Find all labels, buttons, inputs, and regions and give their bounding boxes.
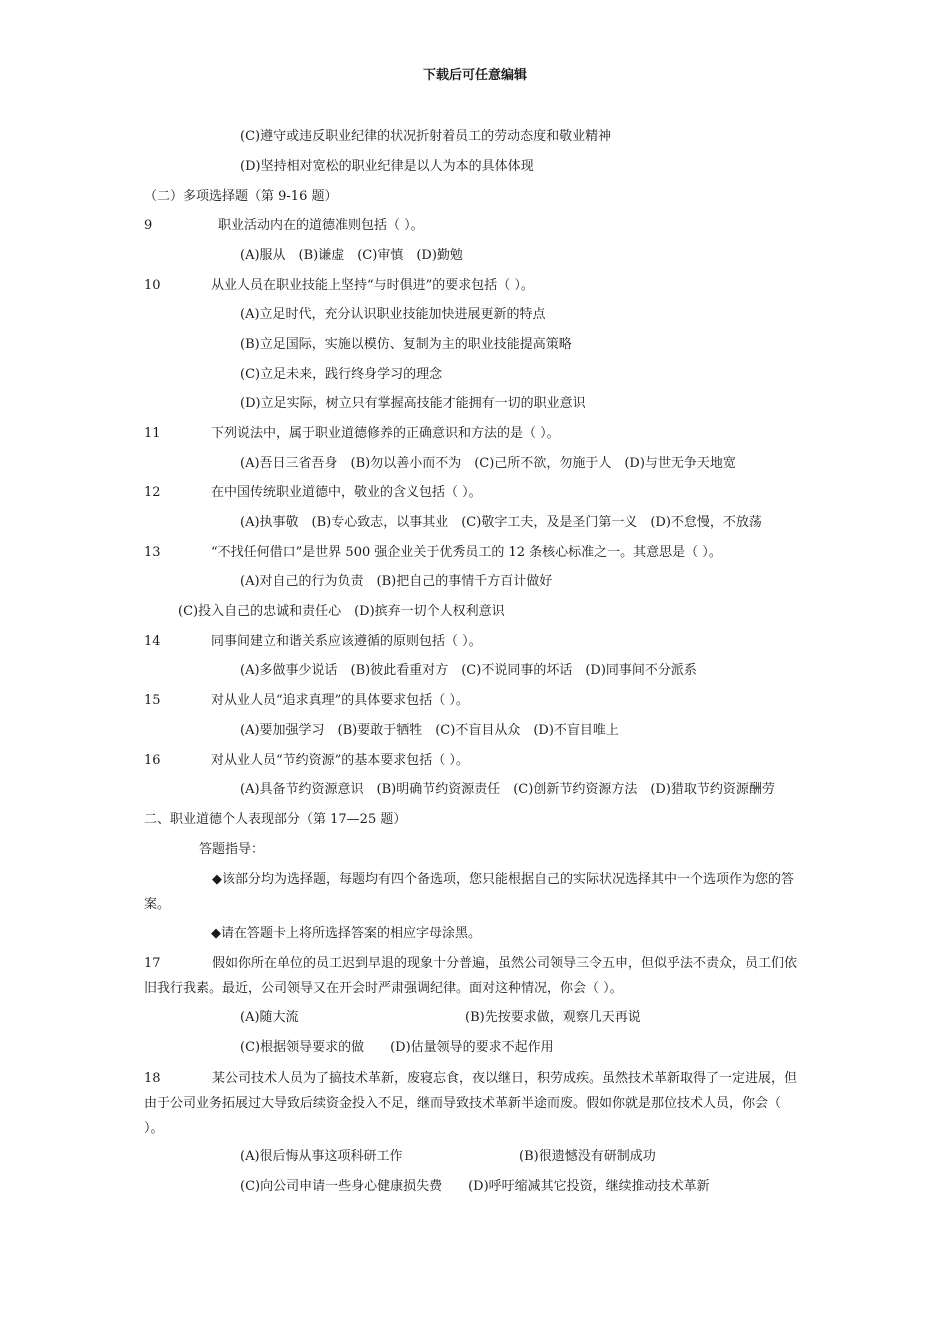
question-stem: 在中国传统职业道德中，敬业的含义包括（ ）。: [211, 485, 482, 500]
question-stem: 从业人员在职业技能上坚持“与时俱进”的要求包括（ ）。: [211, 278, 534, 293]
question-number: 11: [144, 426, 161, 441]
question-number: 17: [144, 955, 204, 973]
option-line: (A)具备节约资源意识 (B)明确节约资源责任 (C)创新节约资源方法 (D)猎取节约资源酬劳: [240, 782, 775, 797]
section-heading: 二、职业道德个人表现部分（第 17—25 题）: [144, 812, 407, 827]
question-number: 9: [144, 218, 153, 233]
question-number: 10: [144, 278, 161, 293]
guide-title: 答题指导：: [199, 842, 265, 857]
option-line: (A)多做事少说话 (B)彼此看重对方 (C)不说同事的坏话 (D)同事间不分派系: [240, 663, 697, 678]
question-stem: “不找任何借口”是世界 500 强企业关于优秀员工的 12 条核心标准之一。其意思是（ ）。: [211, 545, 722, 560]
section-heading: （二）多项选择题（第 9-16 题）: [144, 189, 338, 204]
option-line: (B)先按要求做，观察几天再说: [465, 1010, 641, 1025]
option-line: (C)向公司申请一些身心健康损失费 (D)呼吁缩减其它投资，继续推动技术革新: [240, 1179, 710, 1194]
option-line: (A)随大流: [240, 1010, 299, 1025]
option-line: (A)很后悔从事这项科研工作: [240, 1149, 403, 1164]
option-line: (A)执事敬 (B)专心致志，以事其业 (C)敬字工夫，及是圣门第一义 (D)不怠慢，不放荡: [240, 515, 762, 530]
option-line: (C)遵守或违反职业纪律的状况折射着员工的劳动态度和敬业精神: [240, 129, 612, 144]
option-line: (A)服从 (B)谦虚 (C)审慎 (D)勤勉: [240, 248, 463, 263]
question-stem: 下列说法中，属于职业道德修养的正确意识和方法的是（ ）。: [211, 426, 560, 441]
option-line: (B)很遗憾没有研制成功: [519, 1149, 656, 1164]
option-line: (D)立足实际，树立只有掌握高技能才能拥有一切的职业意识: [240, 396, 586, 411]
question-stem: 职业活动内在的道德准则包括（ ）。: [218, 218, 424, 233]
option-line: (A)要加强学习 (B)要敢于牺牲 (C)不盲目从众 (D)不盲目唯上: [240, 723, 619, 738]
question-number: 14: [144, 634, 161, 649]
question-number: 15: [144, 693, 161, 708]
question-stem: 某公司技术人员为了搞技术革新，废寝忘食，夜以继日，积劳成疾。虽然技术革新取得了一定进展，但由于公司业务拓展过大导致后续资金投入不足，继而导致技术革新半途而废。假如你就是那位技术人员，你会（ ）。: [144, 1071, 798, 1136]
guide-paragraph: ◆请在答题卡上将所选择答案的相应字母涂黑。: [211, 926, 481, 941]
question-number: 16: [144, 753, 161, 768]
option-line: (C)立足未来，践行终身学习的理念: [240, 367, 443, 382]
question-number: 12: [144, 485, 161, 500]
option-line: (C)投入自己的忠诚和责任心 (D)摈弃一切个人权利意识: [178, 604, 505, 619]
question-stem: 对从业人员“追求真理”的具体要求包括（ ）。: [211, 693, 469, 708]
question-number: 13: [144, 545, 161, 560]
question-stem: 同事间建立和谐关系应该遵循的原则包括（ ）。: [211, 634, 482, 649]
option-line: (A)对自己的行为负责 (B)把自己的事情千方百计做好: [240, 574, 553, 589]
option-line: (C)根据领导要求的做 (D)估量领导的要求不起作用: [240, 1040, 554, 1055]
option-line: (A)吾日三省吾身 (B)勿以善小而不为 (C)己所不欲，勿施于人 (D)与世无争天地宽: [240, 456, 736, 471]
question-stem: 对从业人员“节约资源”的基本要求包括（ ）。: [211, 753, 469, 768]
option-line: (A)立足时代，充分认识职业技能加快进展更新的特点: [240, 307, 546, 322]
page-header: 下载后可任意编辑: [422, 68, 527, 83]
guide-paragraph: ◆该部分均为选择题，每题均有四个备选项，您只能根据自己的实际状况选择其中一个选项作为您的答案。: [144, 872, 794, 912]
question-number: 18: [144, 1070, 204, 1088]
option-line: (D)坚持相对宽松的职业纪律是以人为本的具体体现: [240, 159, 534, 174]
option-line: (B)立足国际，实施以模仿、复制为主的职业技能提高策略: [240, 337, 572, 352]
question-stem: 假如你所在单位的员工迟到早退的现象十分普遍，虽然公司领导三令五申，但似乎法不责众，员工们依旧我行我素。最近，公司领导又在开会时严肃强调纪律。面对这种情况，你会（ ）。: [144, 956, 798, 996]
